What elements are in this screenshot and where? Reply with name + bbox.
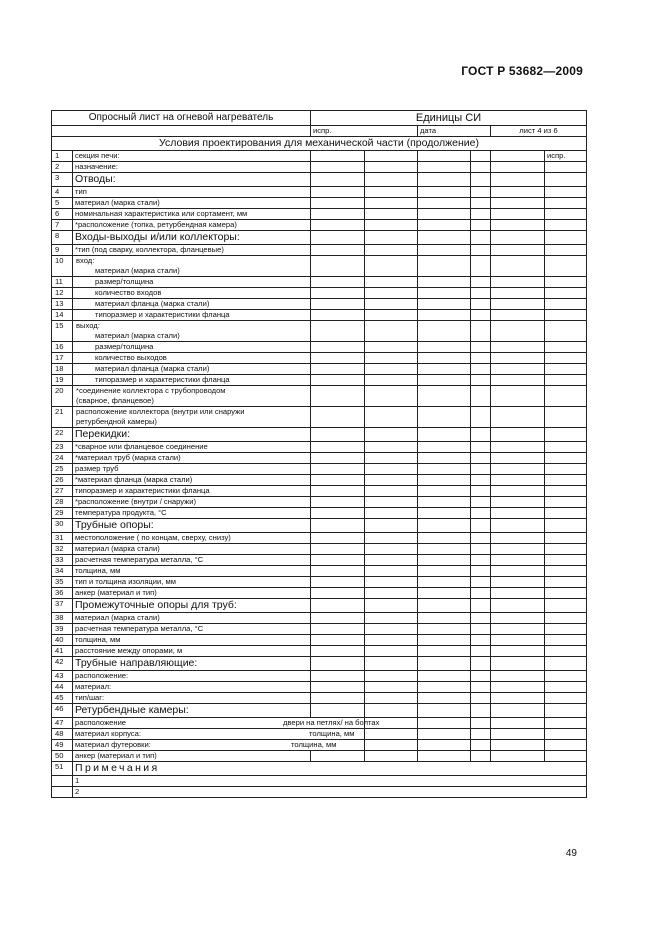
row-label: тип и толщина изоляции, мм (73, 577, 311, 588)
row-label (73, 718, 380, 729)
section-title: Отводы: (73, 173, 311, 187)
row-number: 39 (52, 624, 73, 635)
sheet-label: лист 4 из 6 (491, 126, 587, 137)
row-label: тип (73, 187, 311, 198)
row-label: толщина, мм (73, 635, 311, 646)
row-number: 2 (52, 162, 73, 173)
isp-column-label: испр. (545, 151, 587, 162)
row-number: 25 (52, 464, 73, 475)
row-label: количество выходов (73, 353, 311, 364)
row-label: типоразмер и характеристики фланца (73, 310, 311, 321)
row-number: 34 (52, 566, 73, 577)
row-label: *материал труб (марка стали) (73, 453, 311, 464)
row-label: *расположение (топка, ретурбендная камера) (73, 220, 311, 231)
row-number: 36 (52, 588, 73, 599)
row-label-line: материал (марка стали) (95, 331, 180, 340)
row-number: 17 (52, 353, 73, 364)
row-label: типоразмер и характеристики фланца (73, 486, 311, 497)
row-label-line: расположение коллектора (внутри или снаружи (76, 407, 245, 416)
row-number: 15 (52, 321, 73, 342)
row-label-line: выход: (76, 321, 100, 330)
row-number: 38 (52, 613, 73, 624)
row-number: 24 (52, 453, 73, 464)
row-number: 47 (52, 718, 73, 729)
row-number: 4 (52, 187, 73, 198)
row-number: 5 (52, 198, 73, 209)
row-number: 11 (52, 277, 73, 288)
row-label: толщина, мм (73, 566, 311, 577)
row-number: 37 (52, 599, 73, 613)
section-title: Трубные опоры: (73, 519, 311, 533)
row-number: 6 (52, 209, 73, 220)
row-label: материал (марка стали) (73, 613, 311, 624)
row-label (73, 407, 311, 428)
row-label: анкер (материал и тип) (73, 588, 311, 599)
row-number: 26 (52, 475, 73, 486)
row-number: 8 (52, 231, 73, 245)
row-label: расстояние между опорами, м (73, 646, 311, 657)
row-label: секция печи: (73, 151, 311, 162)
form-title: Опросный лист на огневой нагреватель (52, 111, 311, 126)
row-label (73, 729, 365, 740)
row-number: 27 (52, 486, 73, 497)
row-number: 20 (52, 386, 73, 407)
row-number: 40 (52, 635, 73, 646)
row-label: анкер (материал и тип) (73, 751, 311, 762)
row-number: 41 (52, 646, 73, 657)
standard-number: ГОСТ Р 53682—2009 (461, 64, 583, 78)
row-label: материал фланца (марка стали) (73, 299, 311, 310)
row-label: температура продукта, °С (73, 508, 311, 519)
row-label: *сварное или фланцевое соединение (73, 442, 311, 453)
row-label: местоположение ( по концам, сверху, снизу) (73, 533, 311, 544)
section-title: Трубные направляющие: (73, 657, 311, 671)
row-label: расчетная температура металла, °С (73, 624, 311, 635)
row-number: 50 (52, 751, 73, 762)
row-label: типоразмер и характеристики фланца (73, 375, 311, 386)
row-number: 32 (52, 544, 73, 555)
row-number: 42 (52, 657, 73, 671)
row-number: 3 (52, 173, 73, 187)
row-number: 10 (52, 256, 73, 277)
row-label: тип/шаг: (73, 693, 311, 704)
row-label-right: толщина, мм (309, 729, 355, 738)
row-label: назначение: (73, 162, 311, 173)
row-label (73, 740, 365, 751)
row-label: *тип (под сварку, коллектора, фланцевые) (73, 245, 311, 256)
row-label-line: материал (марка стали) (95, 266, 180, 275)
row-number: 28 (52, 497, 73, 508)
row-label-line: вход: (76, 256, 95, 265)
row-number: 18 (52, 364, 73, 375)
row-label: расположение: (73, 671, 311, 682)
units-title: Единицы СИ (311, 111, 587, 126)
row-label: количество входов (73, 288, 311, 299)
section-title: Ретурбендные камеры: (73, 704, 311, 718)
row-label: размер труб (73, 464, 311, 475)
row-number: 43 (52, 671, 73, 682)
row-label-left: расположение (75, 718, 127, 727)
row-label-right: толщина, мм (291, 740, 337, 749)
row-label-line: (сварное, фланцевое) (76, 396, 154, 405)
row-number: 31 (52, 533, 73, 544)
row-label (73, 386, 311, 407)
row-number: 22 (52, 428, 73, 442)
row-label: материал (марка стали) (73, 198, 311, 209)
questionnaire-table (51, 110, 587, 798)
section-title: Перекидки: (73, 428, 311, 442)
row-label (73, 256, 311, 277)
row-label: размер/толщина (73, 342, 311, 353)
row-label: *материал фланца (марка стали) (73, 475, 311, 486)
row-number: 13 (52, 299, 73, 310)
notes-title: Примечания (73, 762, 587, 776)
row-label: материал фланца (марка стали) (73, 364, 311, 375)
row-number: 45 (52, 693, 73, 704)
section-title: Промежуточные опоры для труб: (73, 599, 311, 613)
row-number: 1 (52, 151, 73, 162)
row-number: 9 (52, 245, 73, 256)
row-label-line: ретурбендной камеры) (76, 417, 157, 426)
note-2[interactable]: 2 (73, 787, 587, 798)
row-label-left: материал корпуса: (75, 729, 141, 738)
row-label: материал: (73, 682, 311, 693)
row-number: 14 (52, 310, 73, 321)
conditions-title: Условия проектирования для механической части (продолжение) (52, 137, 587, 151)
row-label-left: материал футеровки: (75, 740, 151, 749)
note-1[interactable]: 1 (73, 776, 587, 787)
row-label: размер/толщина (73, 277, 311, 288)
section-title: Входы-выходы и/или коллекторы: (73, 231, 311, 245)
row-number: 33 (52, 555, 73, 566)
row-number: 30 (52, 519, 73, 533)
row-number: 19 (52, 375, 73, 386)
row-label (73, 321, 311, 342)
row-label: материал (марка стали) (73, 544, 311, 555)
page-number: 49 (565, 848, 577, 859)
row-label-right: двери на петлях/ на болтах (283, 718, 380, 727)
row-number: 7 (52, 220, 73, 231)
isp-label: испр. (311, 126, 418, 137)
row-number: 16 (52, 342, 73, 353)
row-label: *расположение (внутри / снаружи) (73, 497, 311, 508)
row-label: расчетная температура металла, °С (73, 555, 311, 566)
row-number: 29 (52, 508, 73, 519)
row-number: 35 (52, 577, 73, 588)
date-label: дата (418, 126, 491, 137)
row-number: 48 (52, 729, 73, 740)
row-label: номинальная характеристика или сортамент, мм (73, 209, 311, 220)
row-number: 51 (52, 762, 73, 776)
row-number: 21 (52, 407, 73, 428)
row-number: 12 (52, 288, 73, 299)
row-number: 49 (52, 740, 73, 751)
row-number: 23 (52, 442, 73, 453)
row-number: 44 (52, 682, 73, 693)
row-number: 46 (52, 704, 73, 718)
row-label-line: *соединение коллектора с трубопроводом (76, 386, 226, 395)
